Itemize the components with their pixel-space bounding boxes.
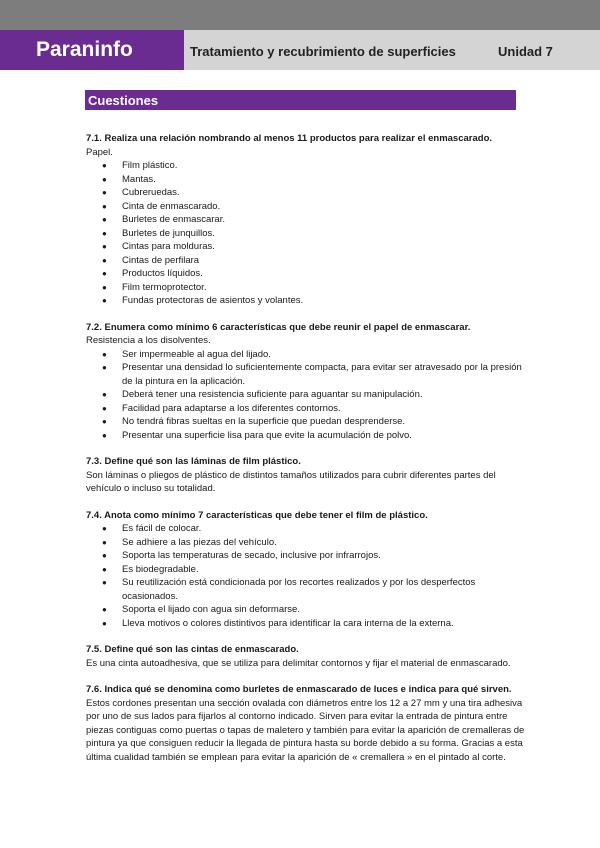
answer-7-6: Estos cordones presentan una sección ovalada con diámetros entre los 12 a 27 mm y una tira adhesiva por uno de sus lados para fijarlos al contorno indicado. Sirven para evitar la entrada de pintura entre piezas contiguas como puertas o tapas de maletero y también para evitar la aparición de cremalleras de pintura ya que consiguen reducir la llegada de pintura hasta su borde debido a su forma. Gracias a esta última cualidad también se emplean para evitar la aparición de « cremallera » en el pintado al corte.	[86, 697, 525, 763]
list-item: ● Es biodegradable.	[86, 563, 526, 577]
list-item: ● Su reutilización está condicionada por los recortes realizados y por los desperfectos ocasionados.	[86, 576, 526, 603]
question-7-5: 7.5. Define qué son las cintas de enmascarado.	[86, 644, 299, 655]
list-item: ● Productos líquidos.	[86, 267, 526, 281]
unit-label: Unidad 7	[498, 44, 553, 59]
questions-content	[86, 132, 526, 764]
answer-7-4-list	[86, 522, 526, 630]
list-item: ● Es fácil de colocar.	[86, 522, 526, 536]
list-item: ● Cintas para molduras.	[86, 240, 526, 254]
list-item: ● Soporta el lijado con agua sin deformarse.	[86, 603, 526, 617]
list-item: ● Deberá tener una resistencia suficiente para aguantar su manipulación.	[86, 388, 526, 402]
list-item: ● Mantas.	[86, 173, 526, 187]
answer-7-5: Es una cinta autoadhesiva, que se utiliza para delimitar contornos y fijar el material de enmascarado.	[86, 657, 511, 669]
list-item: ● Film termoprotector.	[86, 281, 526, 295]
answer-7-1-list	[86, 159, 526, 308]
question-7-2: 7.2. Enumera como mínimo 6 características que debe reunir el papel de enmascarar.	[86, 321, 471, 333]
list-item: ● Burletes de enmascarar.	[86, 213, 526, 227]
answer-7-2-list	[86, 348, 526, 443]
question-7-3: 7.3. Define qué son las láminas de film plástico.	[86, 456, 301, 467]
document-title: Tratamiento y recubrimiento de superficies	[190, 44, 456, 59]
brand-logo: Paraninfo	[0, 30, 184, 70]
list-item: ● No tendrá fibras sueltas en la superficie que puedan desprenderse.	[86, 415, 526, 429]
list-item: ● Lleva motivos o colores distintivos para identificar la cara interna de la externa.	[86, 617, 526, 631]
list-item: ● Cinta de enmascarado.	[86, 200, 526, 214]
list-item: ● Film plástico.	[86, 159, 526, 173]
answer-7-3: Son láminas o pliegos de plástico de distintos tamaños utilizados para cubrir diferentes partes del vehículo o incluso su totalidad.	[86, 469, 496, 494]
header-title-bar	[184, 30, 600, 70]
list-item: ● Burletes de junquillos.	[86, 227, 526, 241]
answer-7-2-intro: Resistencia a los disolventes.	[86, 335, 211, 346]
list-item: ● Fundas protectoras de asientos y volantes.	[86, 294, 526, 308]
header-top-band	[0, 0, 600, 30]
list-item: ● Cubreruedas.	[86, 186, 526, 200]
answer-7-1-intro: Papel.	[86, 146, 113, 158]
list-item: ● Facilidad para adaptarse a los diferentes contornos.	[86, 402, 526, 416]
list-item: ● Presentar una densidad lo suficientemente compacta, para evitar ser atravesado por la presión de la pintura en la aplicación.	[86, 361, 526, 388]
list-item: ● Cintas de perfilara	[86, 254, 526, 268]
question-7-1: 7.1. Realiza una relación nombrando al menos 11 productos para realizar el enmascarado.	[86, 133, 493, 144]
section-title: Cuestiones	[85, 90, 516, 110]
list-item: ● Se adhiere a las piezas del vehículo.	[86, 536, 526, 550]
question-7-4: 7.4. Anota como mínimo 7 características que debe tener el film de plástico.	[86, 509, 428, 521]
question-7-6: 7.6. Indica qué se denomina como burletes de enmascarado de luces e indica para qué sirven.	[86, 684, 512, 695]
list-item: ● Presentar una superficie lisa para que evite la acumulación de polvo.	[86, 429, 526, 443]
list-item: ● Ser impermeable al agua del lijado.	[86, 348, 526, 362]
list-item: ● Soporta las temperaturas de secado, inclusive por infrarrojos.	[86, 549, 526, 563]
